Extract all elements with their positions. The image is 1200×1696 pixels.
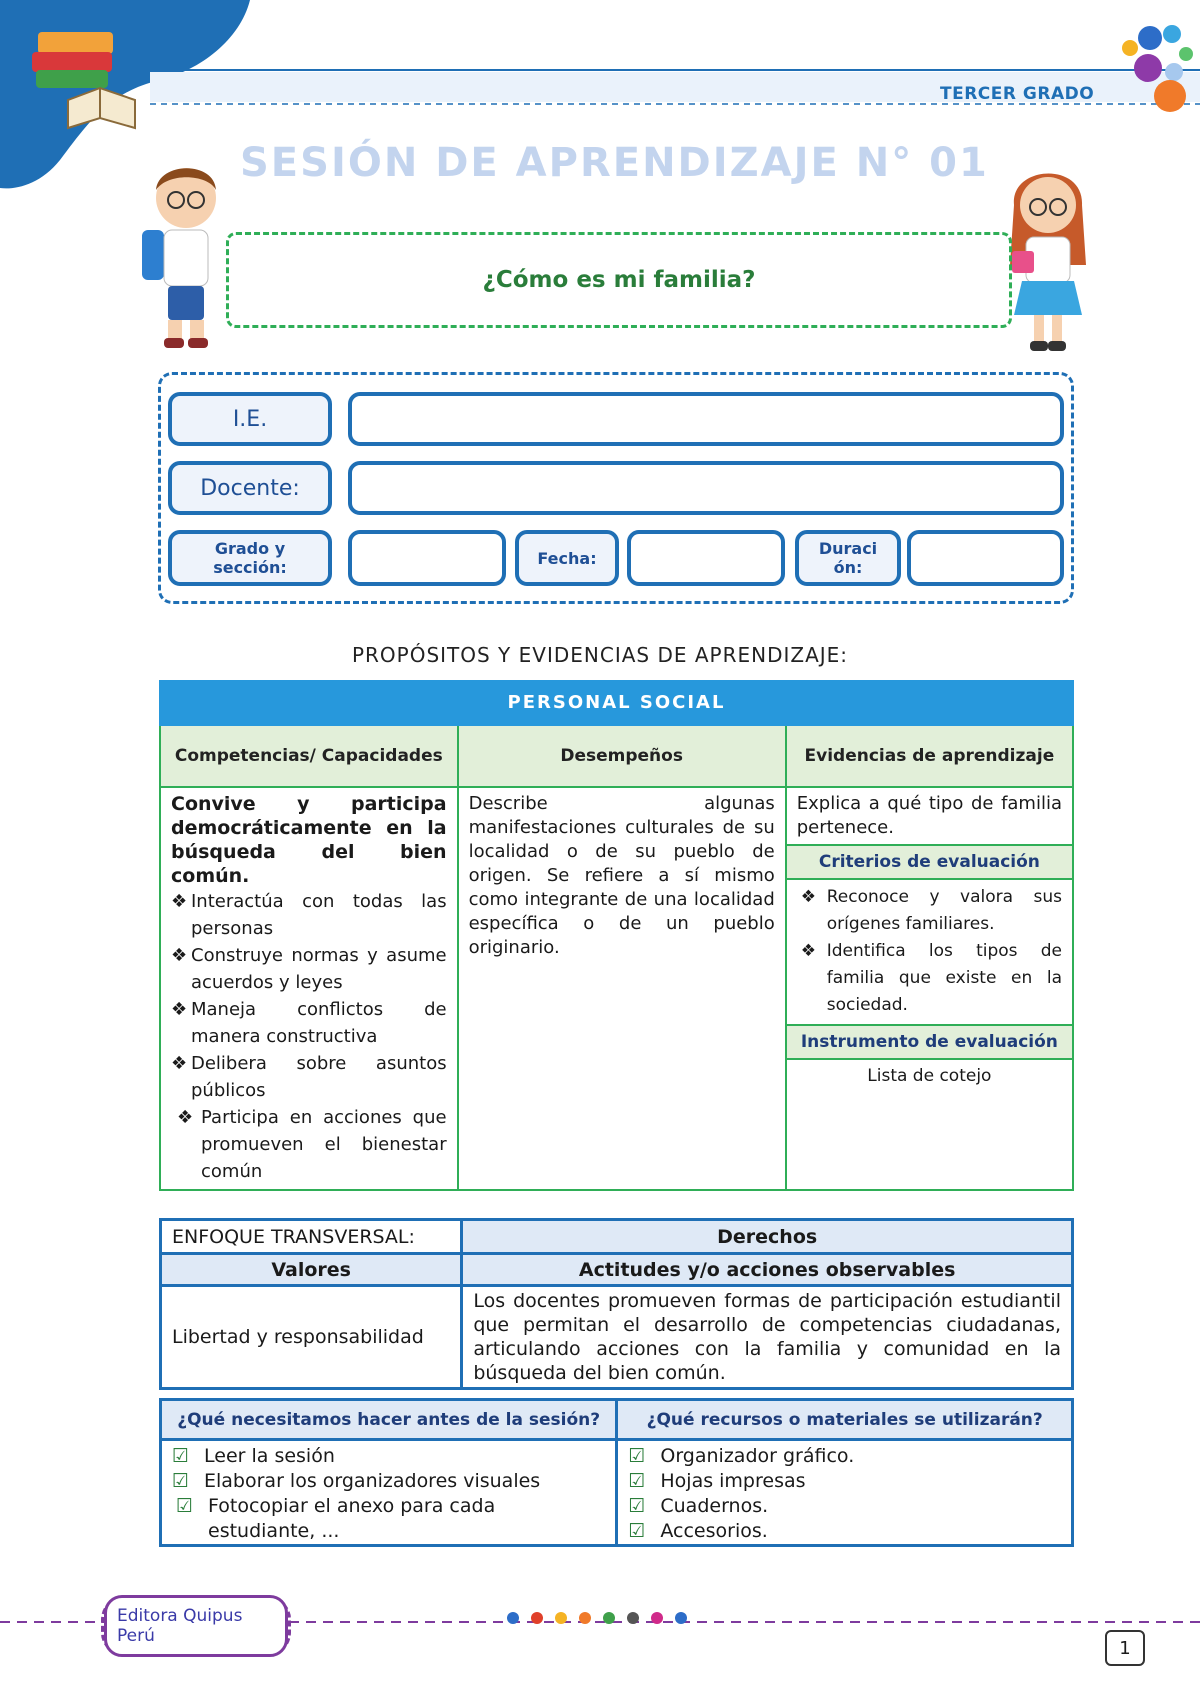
section-heading: PROPÓSITOS Y EVIDENCIAS DE APRENDIZAJE: (351, 643, 849, 667)
capacidad-item: ❖ Maneja conflictos de manera constructiva (171, 996, 447, 1050)
checkbox-checked-icon: ☑ (628, 1445, 646, 1467)
actitudes-title: Actitudes y/o acciones observables (462, 1254, 1073, 1286)
checkbox-checked-icon: ☑ (628, 1495, 646, 1517)
docente-label: Docente: (168, 461, 332, 515)
page-title: SESIÓN DE APRENDIZAJE N° 01 (240, 140, 989, 186)
ie-label: I.E. (168, 392, 332, 446)
ie-input[interactable] (348, 392, 1064, 446)
boy-student-illustration (138, 150, 228, 350)
list-item: ☑ Organizador gráfico. (628, 1445, 855, 1467)
area-banner: PERSONAL SOCIAL (160, 681, 1073, 725)
list-item: ☑ Fotocopiar el anexo para cada estudiante, ... (176, 1495, 496, 1542)
page-number: 1 (1105, 1630, 1145, 1666)
competencias-cell (160, 787, 458, 1190)
instrumento-filler (786, 1098, 1073, 1190)
competencia-title: Convive y participa democráticamente en la búsqueda del bien común. (171, 793, 447, 887)
col-evidencias: Evidencias de aprendizaje (786, 725, 1073, 787)
preparacion-table (159, 1398, 1074, 1547)
antes-list (161, 1440, 617, 1546)
instrumento-title: Instrumento de evaluación (786, 1025, 1073, 1059)
diamond-bullet-icon: ❖ (171, 999, 188, 1020)
duracion-input[interactable] (907, 530, 1064, 586)
list-item: ☑ Cuadernos. (628, 1495, 769, 1517)
enfoque-name: Derechos (462, 1220, 1073, 1254)
docente-input[interactable] (348, 461, 1064, 515)
col-competencias: Competencias/ Capacidades (160, 725, 458, 787)
antes-title: ¿Qué necesitamos hacer antes de la sesión? (161, 1400, 617, 1440)
enfoque-table (159, 1218, 1074, 1390)
diamond-bullet-icon: ❖ (171, 891, 188, 912)
recursos-list (617, 1440, 1073, 1546)
desempeno-cell: Describe algunas manifestaciones culturales de su localidad o de su pueblo de origen. Se refiere a sí mismo como integrante de una localidad específica o de un pueblo originario. (458, 787, 786, 1190)
list-item: ☑ Accesorios. (628, 1520, 768, 1542)
fecha-label: Fecha: (515, 530, 619, 586)
actitud-cell: Los docentes promueven formas de participación estudiantil que permitan el desarrollo de competencias ciudadanas, articulando acciones con la familia y comunidad en la búsqueda del bien común. (462, 1286, 1073, 1389)
checkbox-checked-icon: ☑ (172, 1445, 190, 1467)
enfoque-label: ENFOQUE TRANSVERSAL: (161, 1220, 462, 1254)
session-topic: ¿Cómo es mi familia? (482, 267, 756, 293)
publisher-name: Editora Quipus Perú (104, 1595, 288, 1657)
session-topic-box (226, 232, 1012, 328)
girl-student-illustration (1000, 155, 1095, 355)
duracion-label: Duración: (795, 530, 901, 586)
criterios-cell (786, 879, 1073, 1025)
diamond-bullet-icon: ❖ (171, 945, 188, 966)
valor-cell: Libertad y responsabilidad (161, 1286, 462, 1389)
checkbox-checked-icon: ☑ (176, 1495, 194, 1517)
fecha-input[interactable] (627, 530, 785, 586)
grado-input[interactable] (348, 530, 506, 586)
checkbox-checked-icon: ☑ (628, 1520, 646, 1542)
list-item: ☑ Hojas impresas (628, 1470, 806, 1492)
diamond-bullet-icon: ❖ (800, 941, 816, 961)
list-item: ☑ Elaborar los organizadores visuales (172, 1470, 541, 1492)
color-dots-decoration (1090, 20, 1200, 120)
capacidad-item: ❖ Construye normas y asume acuerdos y leyes (171, 942, 447, 996)
checkbox-checked-icon: ☑ (172, 1470, 190, 1492)
grado-label: Grado y sección: (168, 530, 332, 586)
diamond-bullet-icon: ❖ (800, 887, 816, 907)
instrumento-cell: Lista de cotejo (786, 1059, 1073, 1098)
criterios-title: Criterios de evaluación (786, 845, 1073, 879)
propositos-table (159, 680, 1074, 1191)
capacidad-item: ❖ Participa en acciones que promueven el bienestar común (171, 1104, 447, 1185)
valores-title: Valores (161, 1254, 462, 1286)
checkbox-checked-icon: ☑ (628, 1470, 646, 1492)
capacidad-item: ❖ Delibera sobre asuntos públicos (171, 1050, 447, 1104)
capacidad-item: ❖ Interactúa con todas las personas (171, 888, 447, 942)
diamond-bullet-icon: ❖ (171, 1053, 188, 1074)
recursos-title: ¿Qué recursos o materiales se utilizarán? (617, 1400, 1073, 1440)
evidencia-cell: Explica a qué tipo de familia pertenece. (786, 787, 1073, 845)
grade-label: TERCER GRADO (940, 84, 1095, 104)
criterio-item: ❖ Reconoce y valora sus orígenes familiares. (797, 884, 1062, 938)
diamond-bullet-icon: ❖ (177, 1107, 194, 1128)
footer-pins-decoration (505, 1608, 690, 1632)
criterio-item: ❖ Identifica los tipos de familia que existe en la sociedad. (797, 938, 1062, 1019)
list-item: ☑ Leer la sesión (172, 1445, 335, 1467)
col-desempenos: Desempeños (458, 725, 786, 787)
publisher-badge (101, 1597, 291, 1655)
